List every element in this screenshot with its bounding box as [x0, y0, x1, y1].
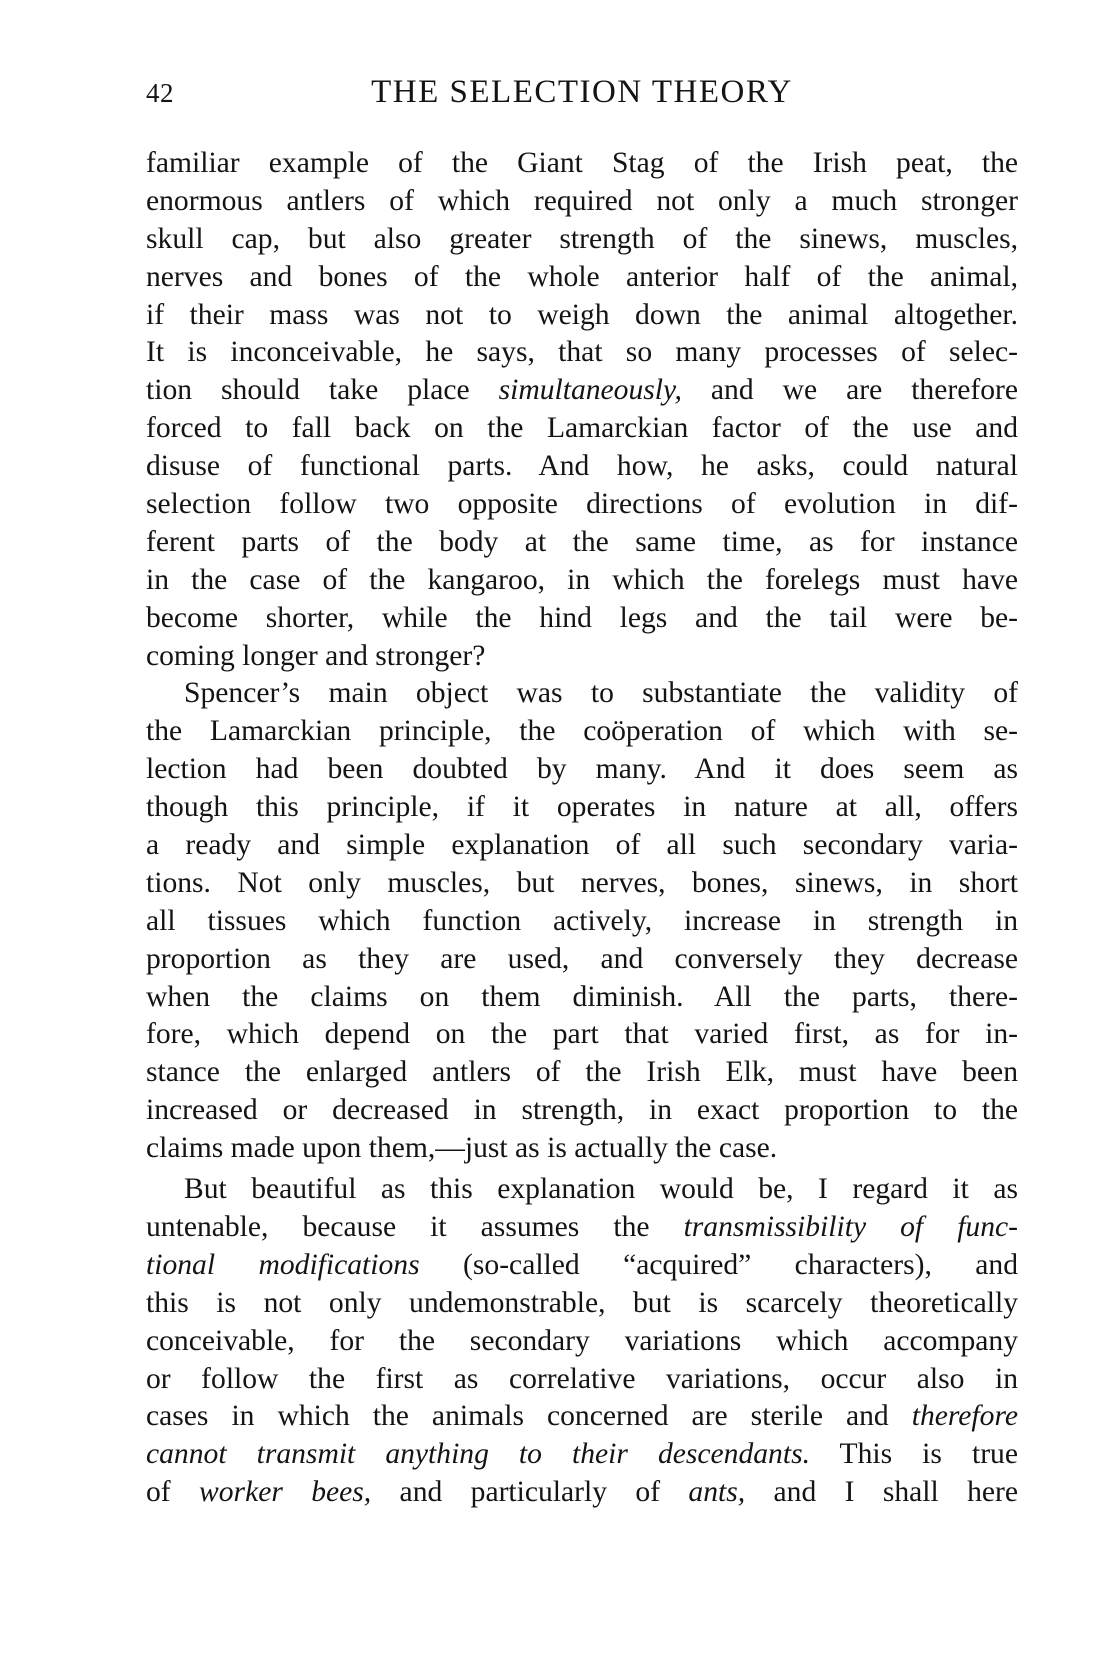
text-line — [146, 1474, 1018, 1512]
text-line: this is not only undemonstrable, but is scarcely theoretically — [146, 1286, 1018, 1319]
italic-text: transmissibility of func- — [683, 1210, 1018, 1243]
text-line: a ready and simple explanation of all such secondary varia- — [146, 829, 1018, 862]
text-line: tions. Not only muscles, but nerves, bones, sinews, in short — [146, 866, 1018, 899]
text-line: skull cap, but also greater strength of the sinews, muscles, — [146, 222, 1018, 255]
text-line: But beautiful as this explanation would be, I regard it as — [184, 1173, 1018, 1206]
text-segment: of — [146, 1476, 200, 1509]
text-line: when the claims on them diminish. All the parts, there- — [146, 980, 1018, 1013]
text-line: though this principle, if it operates in nature at all, offers — [146, 791, 1018, 824]
text-line: increased or decreased in strength, in exact proportion to the — [146, 1094, 1018, 1127]
text-segment: tion should take place — [146, 374, 499, 407]
italic-text: ants, — [688, 1476, 746, 1509]
text-line: ferent parts of the body at the same time, as for instance — [146, 525, 1018, 558]
text-line: enormous antlers of which required not only a much stronger — [146, 184, 1018, 217]
running-title: THE SELECTION THEORY — [371, 74, 793, 110]
text-segment: and particularly of — [371, 1476, 689, 1509]
text-segment: and we are therefore — [681, 374, 1018, 407]
page-number: 42 — [146, 78, 174, 108]
text-line: become shorter, while the hind legs and the tail were be- — [146, 601, 1018, 634]
italic-text: worker bees, — [199, 1476, 372, 1509]
text-line — [146, 1436, 1018, 1474]
text-line — [146, 1209, 1018, 1247]
italic-text: tional modifications — [146, 1248, 420, 1281]
text-line: disuse of functional parts. And how, he asks, could natural — [146, 450, 1018, 483]
body-text — [146, 145, 1018, 1512]
text-line — [146, 1398, 1018, 1436]
text-line: fore, which depend on the part that varied first, as for in- — [146, 1018, 1018, 1051]
text-line — [146, 1247, 1018, 1285]
text-line: familiar example of the Giant Stag of the Irish peat, the — [146, 147, 1018, 179]
text-line: all tissues which function actively, increase in strength in — [146, 904, 1018, 937]
text-line: coming longer and stronger? — [146, 639, 486, 672]
text-segment: (so-called “acquired” characters), and — [419, 1248, 1019, 1281]
text-line: conceivable, for the secondary variations which accompany — [146, 1324, 1018, 1357]
text-line: nerves and bones of the whole anterior half of the animal, — [146, 260, 1018, 293]
paragraph-3 — [146, 1171, 1018, 1512]
text-segment: untenable, because it assumes the — [146, 1210, 684, 1243]
text-line: the Lamarckian principle, the coöperation of which with se- — [146, 715, 1018, 748]
text-line: It is inconceivable, he says, that so many processes of selec- — [146, 336, 1018, 369]
text-line: proportion as they are used, and conversely they decrease — [146, 942, 1018, 975]
italic-text: therefore — [911, 1400, 1018, 1433]
text-line — [146, 372, 1018, 410]
text-line: selection follow two opposite directions of evolution in dif- — [146, 488, 1018, 521]
text-line: Spencer’s main object was to substantiate the validity of — [184, 677, 1018, 710]
italic-text: cannot transmit anything to their descendants. — [146, 1438, 810, 1471]
text-line: stance the enlarged antlers of the Irish Elk, must have been — [146, 1056, 1018, 1089]
text-segment: cases in which the animals concerned are sterile and — [146, 1400, 912, 1433]
text-line: if their mass was not to weigh down the animal altogether. — [146, 298, 1018, 331]
text-line: or follow the first as correlative variations, occur also in — [146, 1362, 1018, 1395]
paragraph-2 — [146, 675, 1018, 1168]
page-header — [146, 74, 1018, 126]
text-line: forced to fall back on the Lamarckian factor of the use and — [146, 412, 1018, 445]
text-segment: and I shall here — [745, 1476, 1018, 1509]
text-segment: This is true — [810, 1438, 1018, 1471]
paragraph-1 — [146, 145, 1018, 675]
text-line: in the case of the kangaroo, in which the forelegs must have — [146, 563, 1018, 596]
italic-text: simultaneously, — [498, 374, 682, 407]
text-line: claims made upon them,—just as is actually the case. — [146, 1132, 778, 1165]
text-line: lection had been doubted by many. And it does seem as — [146, 753, 1018, 786]
